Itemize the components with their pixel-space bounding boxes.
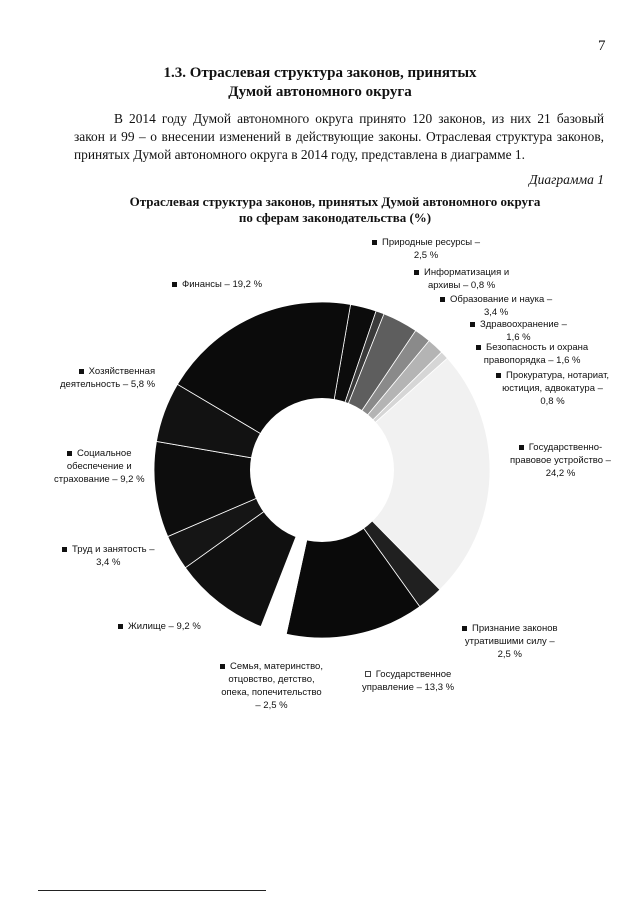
legend-marker (79, 369, 84, 374)
chart-label-gos-pravovoe (510, 441, 611, 480)
label-line: юстиция, адвокатура – (502, 383, 603, 394)
label-line: Государственное (375, 669, 452, 680)
label-line: отцовство, детство, (228, 674, 315, 685)
label-line: 3,4 % (483, 307, 509, 318)
legend-marker (372, 240, 377, 245)
legend-marker (414, 270, 419, 275)
label-line: страхование – 9,2 % (54, 474, 145, 485)
legend-marker (440, 297, 445, 302)
label-line: опека, попечительство (221, 687, 322, 698)
label-line: 1,6 % (506, 332, 531, 343)
chart-label-sotsialnoe (54, 447, 145, 486)
label-line: 3,4 % (96, 557, 121, 568)
chart-label-bezopasnost (476, 341, 588, 367)
label-line: Труд и занятость – (72, 544, 155, 555)
chart-label-khozyaistvennaya (60, 365, 155, 391)
legend-marker (67, 451, 72, 456)
page-number: 7 (598, 38, 606, 54)
label-line: 2,5 % (497, 649, 522, 660)
footnote-divider (38, 890, 266, 891)
chart-title-line-2: по сферам законодательства (%) (238, 210, 432, 225)
legend-marker (462, 626, 467, 631)
label-line: деятельность – 5,8 % (60, 379, 156, 390)
chart-label-semya (220, 660, 323, 712)
legend-marker (519, 445, 524, 450)
label-line: утратившими силу – (464, 636, 555, 647)
legend-marker (118, 624, 123, 629)
chart-title-line-1: Отраслевая структура законов, принятых Думой автономного округа (129, 194, 541, 209)
label-line: архивы – 0,8 % (427, 280, 496, 291)
diagram-label: Диаграмма 1 (529, 172, 604, 187)
label-line: Жилище – 9,2 % (128, 621, 201, 632)
chart-label-prokuratura (496, 369, 609, 408)
legend-marker (172, 282, 177, 287)
label-line: – 2,5 % (255, 700, 288, 711)
legend-marker (496, 373, 501, 378)
label-line: Признание законов (472, 623, 558, 634)
section-heading-line-2: Думой автономного округа (228, 84, 412, 100)
label-line: Образование и наука – (450, 294, 553, 305)
chart-label-gos-upravlenie (362, 668, 454, 694)
donut-hole (250, 398, 394, 542)
label-line: Прокуратура, нотариат, (506, 370, 610, 381)
label-line: правопорядка – 1,6 % (483, 355, 581, 366)
chart-label-trud (62, 543, 155, 569)
chart-label-zhilishche (118, 620, 201, 633)
label-line: правовое устройство – (510, 455, 611, 466)
label-line: 2,5 % (413, 250, 439, 261)
chart-label-obrazovanie (440, 293, 552, 319)
legend-marker (470, 322, 475, 327)
section-heading-line-1: 1.3. Отраслевая структура законов, принятых (163, 65, 477, 81)
label-line: обеспечение и (66, 461, 132, 472)
label-line: 0,8 % (540, 396, 565, 407)
label-line: Информатизация и (424, 267, 510, 278)
legend-marker (62, 547, 67, 552)
label-line: 24,2 % (545, 468, 576, 479)
label-line: Здравоохранение – (480, 319, 567, 330)
label-line: Хозяйственная (88, 366, 156, 377)
legend-marker (476, 345, 481, 350)
chart-label-priznanie (462, 622, 558, 661)
label-line: Безопасность и охрана (486, 342, 589, 353)
body-paragraph: В 2014 году Думой автономного округа принято 120 законов, из них 21 базовый закон и 99 – о внесении изменений в действующие законы. Отраслевая структура законов, принятых Думой автономного округа в 2014 году, представлена в диаграмме 1. (74, 111, 604, 162)
legend-marker (220, 664, 225, 669)
label-line: Социальное (77, 448, 132, 459)
chart-label-finansy (172, 278, 262, 291)
legend-marker (365, 671, 371, 677)
label-line: Государственно- (528, 442, 603, 453)
label-line: Семья, материнство, (230, 661, 323, 672)
chart-label-prirodnye-resursy (372, 236, 480, 262)
label-line: Финансы – 19,2 % (182, 279, 263, 290)
label-line: Природные ресурсы – (382, 237, 481, 248)
chart-label-informatizatsiya (414, 266, 509, 292)
label-line: управление – 13,3 % (362, 682, 455, 693)
